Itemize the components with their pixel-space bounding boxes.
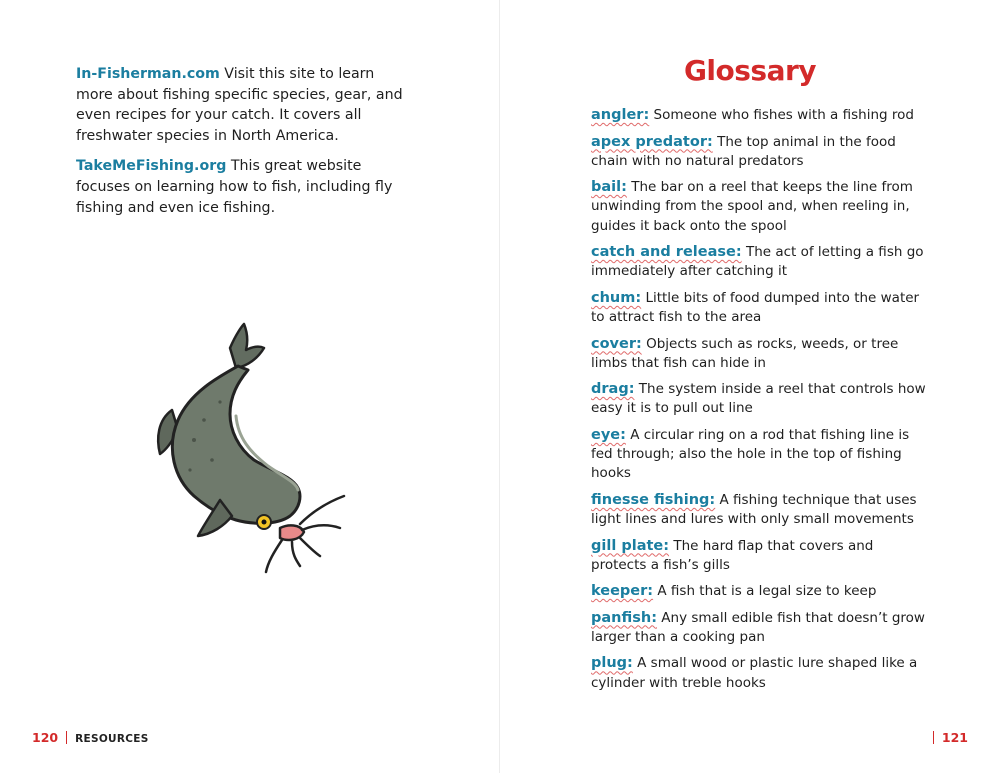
glossary-definition: Any small edible fish that doesn’t grow larger than a cooking pan xyxy=(591,609,925,645)
glossary-entry xyxy=(591,537,931,575)
glossary-term: plug: xyxy=(591,655,633,672)
glossary-entry xyxy=(591,609,931,647)
glossary-term: panfish: xyxy=(591,609,657,626)
catfish-illustration xyxy=(150,320,360,580)
glossary-list xyxy=(591,106,931,700)
glossary-term: keeper: xyxy=(591,583,654,600)
glossary-definition: The act of letting a fish go immediately after catching it xyxy=(591,244,924,280)
glossary-term: eye: xyxy=(591,426,626,443)
glossary-term: drag: xyxy=(591,381,635,398)
glossary-definition: The top animal in the food chain with no natural predators xyxy=(591,133,896,169)
resource-description: This great website focuses on learning how to fish, including fly fishing and even ice fishing. xyxy=(76,158,393,216)
glossary-entry xyxy=(591,289,931,327)
glossary-entry xyxy=(591,243,931,281)
glossary-term: gill plate: xyxy=(591,537,670,554)
glossary-definition: The hard flap that covers and protects a fish’s gills xyxy=(591,537,874,573)
resource-site-name: TakeMeFishing.org xyxy=(76,158,227,175)
glossary-term: cover: xyxy=(591,335,642,352)
glossary-term: finesse fishing: xyxy=(591,491,716,508)
glossary-definition: A small wood or plastic lure shaped like a cylinder with treble hooks xyxy=(591,655,918,691)
glossary-entry xyxy=(591,380,931,418)
resource-entry xyxy=(76,156,406,218)
left-page-footer xyxy=(32,729,149,747)
resources-list xyxy=(76,64,406,228)
glossary-term: bail: xyxy=(591,179,627,196)
glossary-definition: A fish that is a legal size to keep xyxy=(657,583,877,600)
glossary-definition: Objects such as rocks, weeds, or tree limbs that fish can hide in xyxy=(591,335,899,371)
page-number: 120 xyxy=(32,730,59,745)
glossary-definition: The system inside a reel that controls how easy it is to pull out line xyxy=(591,381,926,417)
glossary-entry xyxy=(591,178,931,236)
glossary-definition: The bar on a reel that keeps the line from unwinding from the spool and, when reeling in, guides it back onto the spool xyxy=(591,179,913,234)
footer-divider xyxy=(933,731,934,744)
section-name: RESOURCES xyxy=(75,733,149,745)
glossary-entry xyxy=(591,491,931,529)
glossary-title: Glossary xyxy=(683,54,817,87)
glossary-term: catch and release: xyxy=(591,244,742,261)
glossary-term: angler: xyxy=(591,107,650,123)
glossary-definition: A fishing technique that uses light lines and lures with only small movements xyxy=(591,491,917,528)
footer-divider xyxy=(66,731,67,744)
glossary-entry xyxy=(591,106,931,125)
glossary-term: chum: xyxy=(591,289,642,306)
glossary-entry xyxy=(591,654,931,692)
glossary-term: apex predator: xyxy=(591,133,713,150)
glossary-entry xyxy=(591,335,931,373)
glossary-definition: A circular ring on a rod that fishing line is fed through; also the hole in the top of fishing hooks xyxy=(591,426,910,482)
glossary-definition: Someone who fishes with a fishing rod xyxy=(653,107,914,123)
page-number: 121 xyxy=(941,730,968,745)
resource-entry xyxy=(76,64,406,146)
right-page-footer xyxy=(925,729,968,747)
glossary-entry xyxy=(591,582,931,601)
glossary-definition: Little bits of food dumped into the water to attract fish to the area xyxy=(591,289,920,326)
resource-description: Visit this site to learn more about fishing specific species, gear, and even recipes for your catch. It covers all freshwater species in North America. xyxy=(76,66,403,144)
glossary-entry xyxy=(591,426,931,484)
glossary-entry xyxy=(591,133,931,171)
resource-site-name: In-Fisherman.com xyxy=(76,66,220,82)
